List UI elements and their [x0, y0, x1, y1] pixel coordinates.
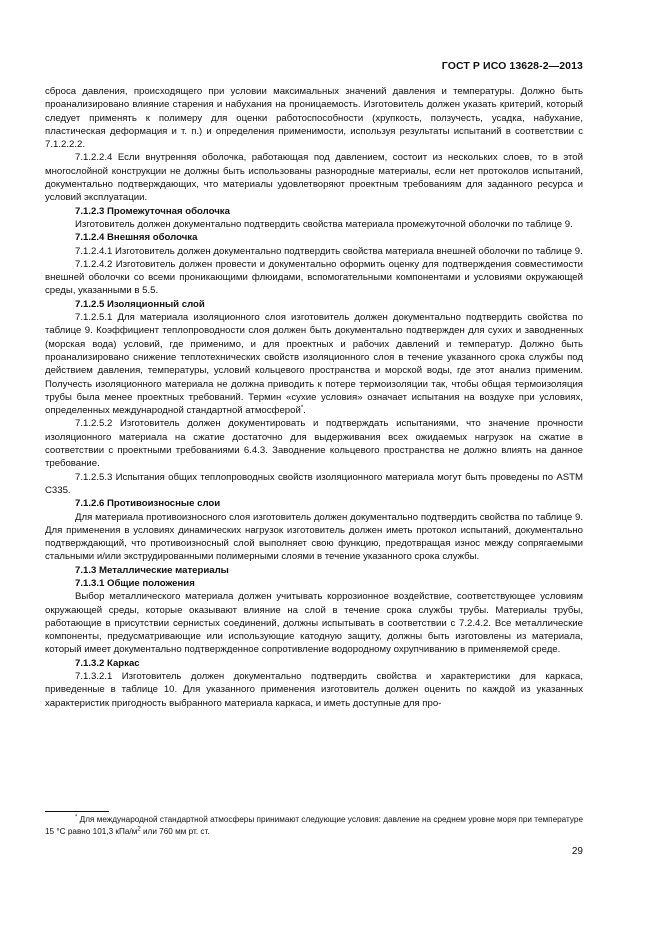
- paragraph-7-1-2-5-1-text: 7.1.2.5.1 Для материала изоляционного слоя изготовитель должен документально подтвердить свойства по таблице 9. Коэффициент теплопроводности слоя должен быть документально подтвержден для сухих и заводненных (морская вода) условий, где применимо, и для проектных и рабочих давлений и температур. Должно быть проанализировано снижение теплотехнических свойств изоляционного слоя в течение указанного срока службы под действием давления, температуры, условий кольцевого пространства и морской воды, где этот анализ применим. Получесть изоляционного материала не должна приводить к потере термоизоляции так, чтобы общая термоизоляция трубы была менее проектных требований. Термин «сухие условия» означает испытания на воздухе при условиях, определенных международной стандартной атмосферой: [45, 312, 583, 417]
- heading-7-1-3-2: 7.1.3.2 Каркас: [75, 657, 140, 669]
- heading-7-1-2-3: 7.1.2.3 Промежуточная оболочка: [75, 205, 230, 217]
- footnote-text: [45, 814, 583, 837]
- paragraph-7-1-2-4-2: 7.1.2.4.2 Изготовитель должен провести и документально оформить оценку для подтверждения совместимости внешней оболочки со всеми проникающими флюидами, вспомогательными компонентами и условиями окружающей среды, указанными в 5.5.: [45, 258, 583, 297]
- footnote: [45, 814, 583, 837]
- footnote-text-main: Для международной стандартной атмосферы принимают следующие условия: давление на среднем уровне моря при температуре 15 °С равно 101,3 кПа/м: [45, 815, 583, 836]
- heading-7-1-2-4: 7.1.2.4 Внешняя оболочка: [75, 232, 198, 244]
- footnote-reference: *: [300, 404, 304, 411]
- heading-7-1-3: 7.1.3 Металлические материалы: [75, 564, 229, 576]
- heading-7-1-3-1: 7.1.3.1 Общие положения: [75, 577, 195, 589]
- footnote-marker: *: [75, 814, 78, 821]
- paragraph-7-1-2-3: Изготовитель должен документально подтвердить свойства материала промежуточной оболочки по таблице 9.: [75, 218, 573, 230]
- paragraph-7-1-3-1: Выбор металлического материала должен учитывать коррозионное воздействие, соответствующее условиям окружающей среды, которые оказывают влияние на слой в течение срока службы трубы. Материалы трубы, работающие в присутствии сернистых соединений, должны испытывать в соответствии с 7.2.4.2. Все металлические компоненты, предусматривающие или использующие катодную защиту, должны быть изготовлены из материала, который имеет документально подтвержденное сопротивление водородному охрупчиванию в применяемой среде.: [45, 591, 583, 656]
- footnote-superscript: 2: [137, 825, 141, 832]
- paragraph-7-1-3-2-1: 7.1.3.2.1 Изготовитель должен документально подтвердить свойства и характеристики для каркаса, приведенные в таблице 10. Для указанного применения изготовитель должен оценить по каждой из указанных характеристик пригодность выбранного материала каркаса, и иметь доступные для про-: [45, 671, 583, 709]
- paragraph-7-1-2-6: Для материала противоизносного слоя изготовитель должен документально подтвердить свойства по таблице 9. Для применения в условиях динамических нагрузок изготовитель должен иметь протокол испытаний, документально подтверждающий, что противоизносный слой выполняет свою функцию, предотвращая износ между сопрягаемыми стальными и/или экструдированными полимерными слоями в течение указанного срока службы.: [45, 511, 583, 563]
- footnote-divider: [45, 811, 109, 812]
- paragraph-7-1-2-5-1: 7.1.2.5.1 Для материала изоляционного слоя изготовитель должен документально подтвердить свойства по таблице 9. Коэффициент теплопроводности слоя должен быть документально подтвержден для сухих и заводненных (морская вода) условий, где применимо, и для проектных и рабочих давлений и температур. Должно быть проанализировано снижение теплотехнических свойств изоляционного слоя в течение указанного срока службы под действием давления, температуры, условий кольцевого пространства и морской воды, где этот анализ применим. Получесть изоляционного материала не должна приводить к потере термоизоляции так, чтобы общая термоизоляция трубы была менее проектных требований. Термин «сухие условия» означает испытания на воздухе при условиях, определенных международной стандартной атмосферой*.: [45, 312, 583, 417]
- paragraph-7-1-2-5-2: 7.1.2.5.2 Изготовитель должен документировать и подтверждать испытаниями, что значение прочности изоляционного материала на сжатие достаточно для выдерживания всех ожидаемых нагрузок на сжатие в соответствии с проектными требованиями 6.4.3. Заводнение кольцевого пространства не должно влиять на данное требование.: [45, 418, 583, 470]
- paragraph-7-1-2-5-3: 7.1.2.5.3 Испытания общих теплопроводных свойств изоляционного материала могут быть проведены по ASTM C335.: [45, 471, 583, 496]
- document-code-header: ГОСТ Р ИСО 13628-2—2013: [441, 60, 583, 72]
- footnote-text-end: или 760 мм рт. ст.: [140, 826, 210, 836]
- document-body: [45, 85, 583, 710]
- heading-7-1-2-6: 7.1.2.6 Противоизносные слои: [75, 498, 221, 510]
- paragraph-continuation: сброса давления, происходящего при условии максимальных значений давления и температуры. Должно быть проанализировано влияние старения и набухания на проницаемость. Изготовитель должен указать критерий, который следует применять к полимеру для оценки работоспособности (хрупкость, ползучесть, усадка, набухание, пластическая деформация и т. п.) и определения применимости, используя результаты испытаний в соответствии с 7.1.2.2.2.: [45, 86, 583, 151]
- paragraph-7-1-2-2-4: 7.1.2.2.4 Если внутренняя оболочка, работающая под давлением, состоит из нескольких слоев, то в этой многослойной конструкции не должны быть использованы разнородные материалы, если нет протоколов испытаний, документально подтверждающих, что материалы удовлетворяют проектным требованиям для заданного ресурса и условий эксплуатации.: [45, 152, 583, 204]
- heading-7-1-2-5: 7.1.2.5 Изоляционный слой: [75, 298, 205, 310]
- paragraph-7-1-2-4-1: 7.1.2.4.1 Изготовитель должен документально подтвердить свойства материала внешней оболочки по таблице 9.: [75, 245, 583, 257]
- page-number: 29: [571, 846, 583, 857]
